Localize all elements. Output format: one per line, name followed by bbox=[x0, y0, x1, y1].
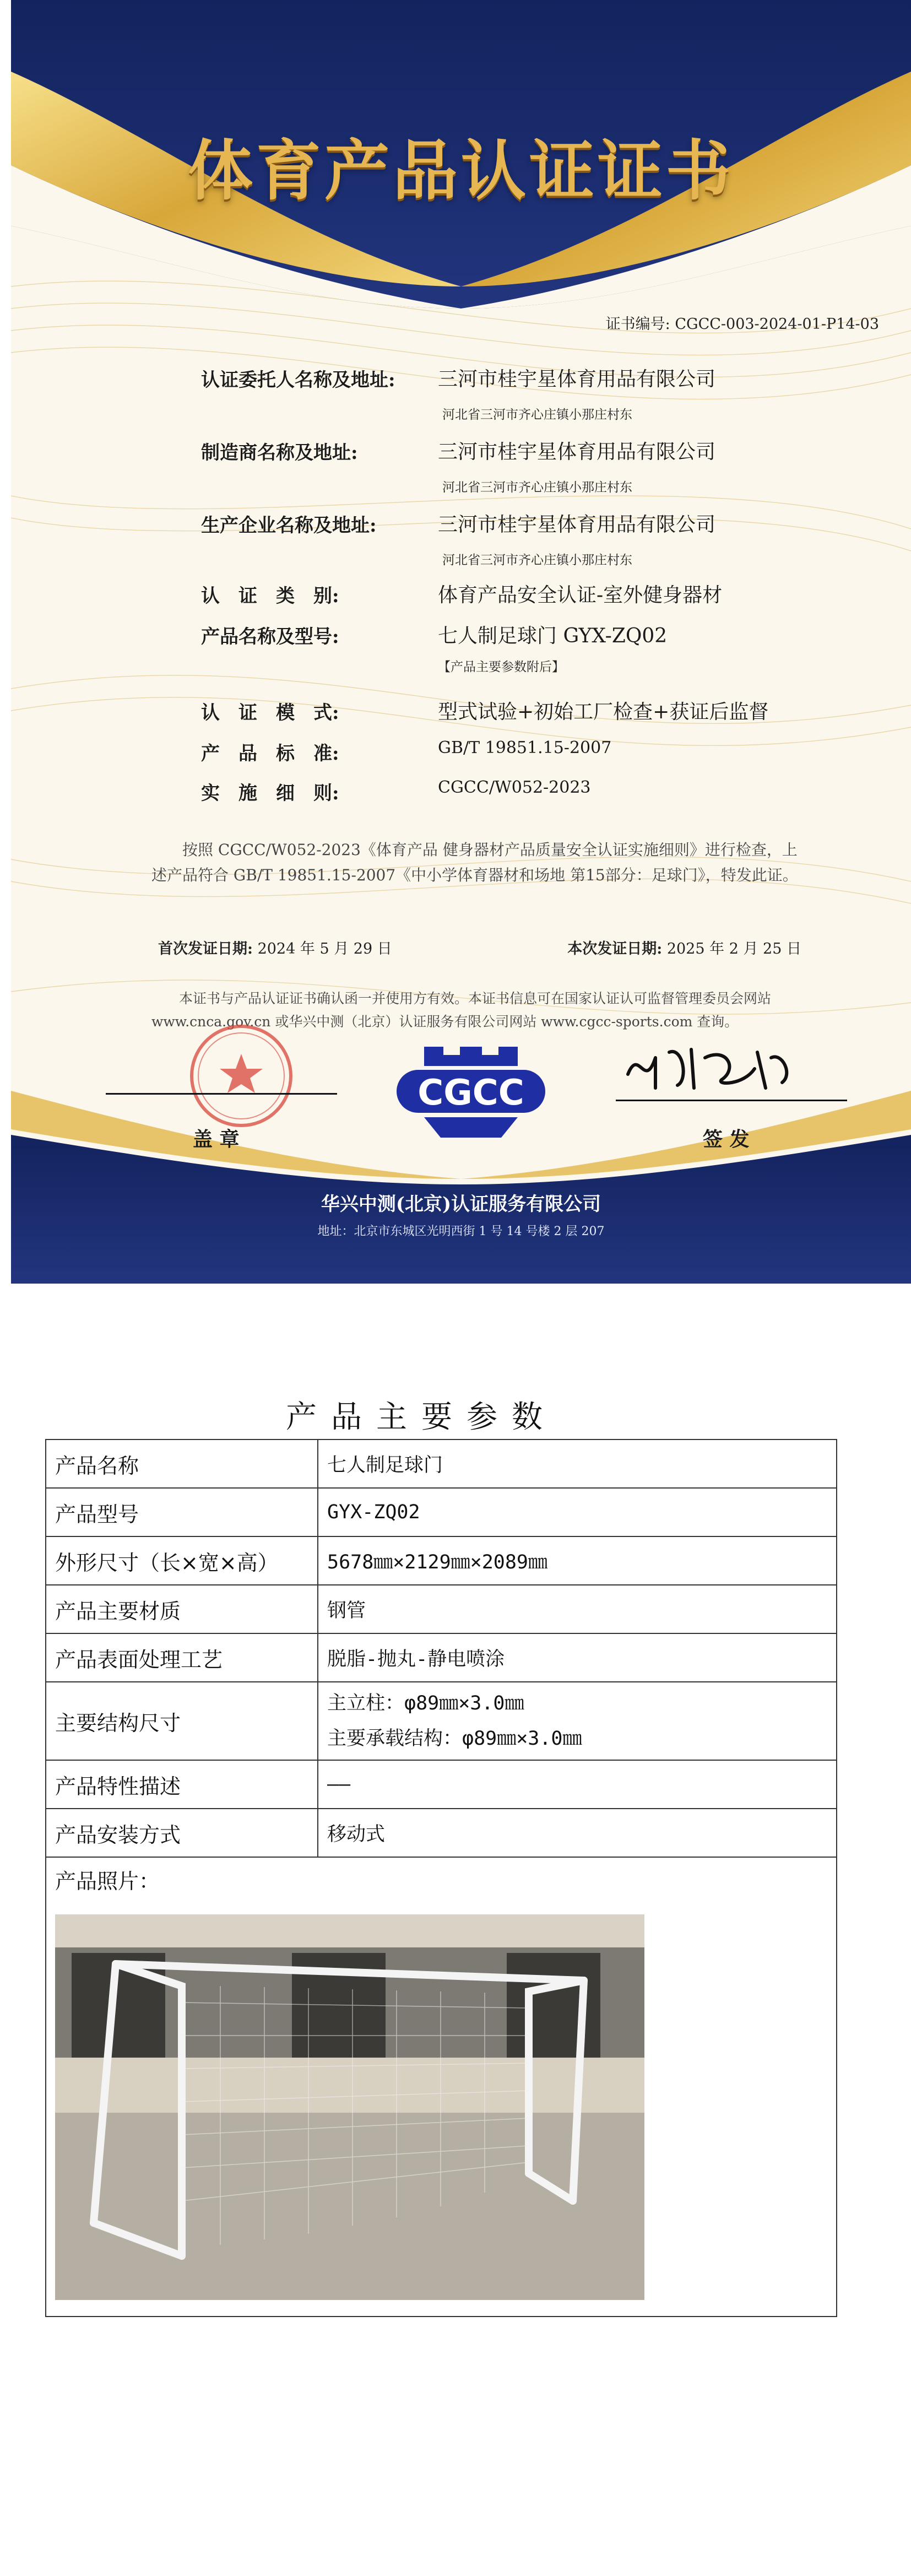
table-row bbox=[46, 1682, 837, 1760]
client-label: 认证委托人名称及地址: bbox=[201, 369, 395, 391]
param-key: 产品安装方式 bbox=[46, 1809, 318, 1857]
category-label: 认 证 类 别: bbox=[201, 585, 339, 607]
param-value bbox=[318, 1682, 837, 1760]
first-issue-date: 2024 年 5 月 29 日 bbox=[257, 940, 392, 957]
standard-value: GB/T 19851.15-2007 bbox=[438, 738, 612, 757]
mode-value: 型式试验+初始工厂检查+获证后监督 bbox=[438, 701, 769, 723]
param-value: 七人制足球门 bbox=[318, 1439, 837, 1488]
organization-address: 地址：北京市东城区光明西街 1 号 14 号楼 2 层 207 bbox=[317, 1225, 605, 1238]
product-label: 产品名称及型号: bbox=[201, 626, 339, 648]
table-row bbox=[46, 1760, 837, 1809]
certificate-statement: 按照 CGCC/W052-2023《体育产品 健身器材产品质量安全认证实施细则》进行检查，上述产品符合 GB/T 19851.15-2007《中小学体育器材和场地 第15部分：足球门》，特发此证。 bbox=[151, 841, 798, 884]
product-photo-image bbox=[55, 1914, 644, 2300]
parameters-table bbox=[45, 1439, 837, 2317]
mode-label: 认 证 模 式: bbox=[201, 702, 339, 724]
param-value: 钢管 bbox=[318, 1585, 837, 1633]
issuing-organization: 华兴中测(北京)认证服务有限公司 bbox=[321, 1193, 601, 1215]
table-row bbox=[46, 1857, 837, 2317]
this-issue-date: 2025 年 2 月 25 日 bbox=[666, 940, 801, 957]
manufacturer-name: 三河市桂宇星体育用品有限公司 bbox=[438, 441, 716, 463]
certificate-page bbox=[11, 0, 911, 1284]
param-value: —— bbox=[318, 1760, 837, 1809]
table-row bbox=[46, 1633, 837, 1682]
param-key: 产品型号 bbox=[46, 1488, 318, 1536]
client-name: 三河市桂宇星体育用品有限公司 bbox=[438, 368, 716, 391]
param-key: 产品表面处理工艺 bbox=[46, 1633, 318, 1682]
official-seal-stamp bbox=[159, 1024, 324, 1128]
table-row bbox=[46, 1488, 837, 1536]
cgcc-logo-text: CGCC bbox=[417, 1073, 524, 1113]
parameters-page bbox=[0, 1294, 903, 2576]
factory-label: 生产企业名称及地址: bbox=[201, 515, 377, 537]
certificate-notice: 本证书与产品认证证书确认函一并使用方有效。本证书信息可在国家认证认可监督管理委员会网站 www.cnca.gov.cn 或华兴中测（北京）认证服务有限公司网站 www.cgcc-sports.com 查询。 bbox=[151, 991, 772, 1030]
param-key: 主要结构尺寸 bbox=[46, 1682, 318, 1760]
sign-line bbox=[616, 1100, 847, 1101]
seal-label: 盖 章 bbox=[193, 1128, 240, 1151]
certificate-number: 证书编号: CGCC-003-2024-01-P14-03 bbox=[605, 316, 879, 333]
param-key: 外形尺寸（长×宽×高） bbox=[46, 1536, 318, 1585]
product-value: 七人制足球门 GYX-ZQ02 bbox=[438, 625, 668, 647]
product-photo bbox=[55, 1914, 644, 2300]
manufacturer-label: 制造商名称及地址: bbox=[201, 442, 358, 464]
photo-cell bbox=[46, 1857, 837, 2317]
first-issue-label: 首次发证日期: bbox=[158, 940, 253, 957]
table-row bbox=[46, 1809, 837, 1857]
factory-address: 河北省三河市齐心庄镇小那庄村东 bbox=[442, 553, 632, 567]
category-value: 体育产品安全认证-室外健身器材 bbox=[438, 584, 723, 607]
this-issue-label: 本次发证日期: bbox=[567, 940, 663, 957]
rules-value: CGCC/W052-2023 bbox=[438, 778, 591, 797]
manufacturer-address: 河北省三河市齐心庄镇小那庄村东 bbox=[442, 480, 632, 495]
seal-line bbox=[106, 1093, 337, 1095]
structure-line-2: 主要承载结构：φ89㎜×3.0㎜ bbox=[327, 1728, 582, 1750]
handwritten-signature bbox=[617, 1036, 799, 1096]
photo-label: 产品照片： bbox=[55, 1869, 160, 1893]
param-key: 产品主要材质 bbox=[46, 1585, 318, 1633]
structure-line-1: 主立柱：φ89㎜×3.0㎜ bbox=[327, 1692, 524, 1714]
table-row bbox=[46, 1585, 837, 1633]
factory-name: 三河市桂宇星体育用品有限公司 bbox=[438, 513, 716, 536]
rules-label: 实 施 细 则: bbox=[201, 782, 339, 804]
param-key: 产品特性描述 bbox=[46, 1760, 318, 1809]
params-attached-note: 【产品主要参数附后】 bbox=[438, 660, 565, 674]
client-address: 河北省三河市齐心庄镇小那庄村东 bbox=[442, 408, 632, 422]
param-value: 5678㎜×2129㎜×2089㎜ bbox=[318, 1536, 837, 1585]
param-value: 移动式 bbox=[318, 1809, 837, 1857]
param-value: 脱脂-抛丸-静电喷涂 bbox=[318, 1633, 837, 1682]
param-key: 产品名称 bbox=[46, 1439, 318, 1488]
table-row bbox=[46, 1536, 837, 1585]
table-row bbox=[46, 1439, 837, 1488]
sign-label: 签 发 bbox=[703, 1128, 750, 1151]
parameters-title: 产品主要参数 bbox=[286, 1399, 557, 1435]
certificate-title: 体育产品认证证书 bbox=[187, 133, 734, 209]
cgcc-logo bbox=[391, 1036, 551, 1146]
param-value: GYX-ZQ02 bbox=[318, 1488, 837, 1536]
standard-label: 产 品 标 准: bbox=[201, 743, 339, 765]
